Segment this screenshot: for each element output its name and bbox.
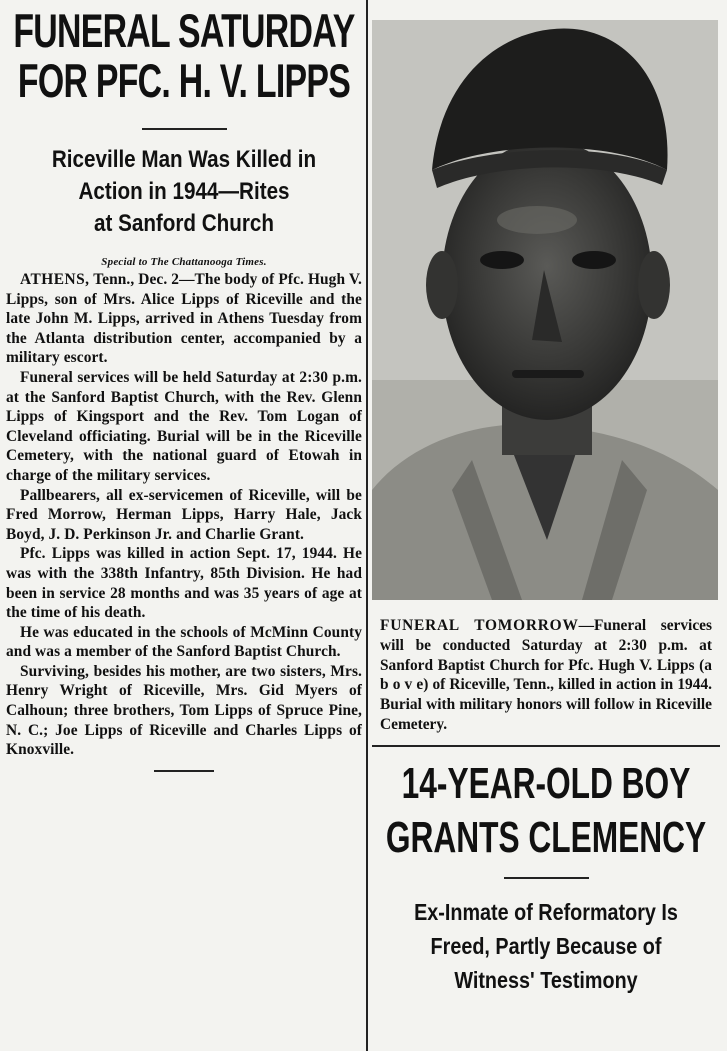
headline2-line-2: GRANTS CLEMENCY [385,812,707,862]
headline-line-1: FUNERAL SATURDAY [13,4,355,57]
paragraph-4: Pfc. Lipps was killed in action Sept. 17, 1944. He was with the 338th Infantry, 85th Division. He had been in service 28 months and was 35 years of age at the time of his death. [6,545,362,622]
photo-and-second-article [372,20,720,997]
deck2-line-1: Ex-Inmate of Reformatory Is [414,898,678,925]
paragraph-2: Funeral services will be held Saturday at 2:30 p.m. at the Sanford Baptist Church, with the Rev. Glenn Lipps of Kingsport and the Rev. Tom Logan of Cleveland officiating. Burial will be in the Riceville Cemetery, with the national guard of Etowah in charge of the military services. [6,368,362,484]
deck2-line-2: Freed, Partly Because of [430,932,662,959]
column-divider [366,0,368,1051]
photo-caption [372,616,720,735]
deck-line-3: at Sanford Church [93,210,275,237]
byline-credit: Special to The Chattanooga Times. [101,256,267,268]
soldier-portrait-photo [372,20,718,600]
headline-funeral [8,6,361,106]
caption-head: FUNERAL TOMORROW [380,617,579,634]
headline-clemency [373,757,719,865]
end-rule [154,770,214,772]
section-rule [372,745,720,747]
caption-text: —Funeral services will be conducted Saturday at 2:30 p.m. at Sanford Baptist Church for Pfc. Hugh V. Lipps (a b o v e) of Riceville, Tenn., killed in action in 1944. Burial with military honors will follow in Riceville Cemetery. [380,617,712,733]
deck-line-2: Action in 1944—Rites [78,178,290,205]
paragraph-1-text: Tenn., Dec. 2—The body of Pfc. Hugh V. Lipps, son of Mrs. Alice Lipps of Riceville and the late John M. Lipps, arrived in Athens Tuesday from the Atlanta distribution center, accompanied by a military escort. [6,271,362,367]
headline2-rule [504,877,589,879]
headline-rule [142,128,227,130]
dateline: ATHENS, [20,271,90,288]
article-funeral [6,6,362,772]
paragraph-5: He was educated in the schools of McMinn County and was a member of the Sanford Baptist Church. [6,623,362,661]
deck-funeral [6,144,362,240]
paragraph-1 [6,270,362,368]
paragraph-3: Pallbearers, all ex-servicemen of Riceville, will be Fred Morrow, Herman Lipps, Harry Hale, Jack Boyd, J. D. Perkinson Jr. and Charlie Grant. [6,486,362,543]
portrait-illustration [372,20,718,600]
headline2-line-1: 14-YEAR-OLD BOY [401,758,691,808]
article-body [6,270,362,760]
deck-line-1: Riceville Man Was Killed in [51,146,317,173]
paragraph-6: Surviving, besides his mother, are two sisters, Mrs. Henry Wright of Riceville, Mrs. Gid Myers of Calhoun; three brothers, Tom Lipps of Spruce Pine, N. C.; Joe Lipps of Riceville and Charles Lipps of Knoxville. [6,662,362,759]
deck-clemency [372,895,719,997]
deck2-line-3: Witness' Testimony [454,966,638,993]
headline-line-2: FOR PFC. H. V. LIPPS [17,54,351,107]
